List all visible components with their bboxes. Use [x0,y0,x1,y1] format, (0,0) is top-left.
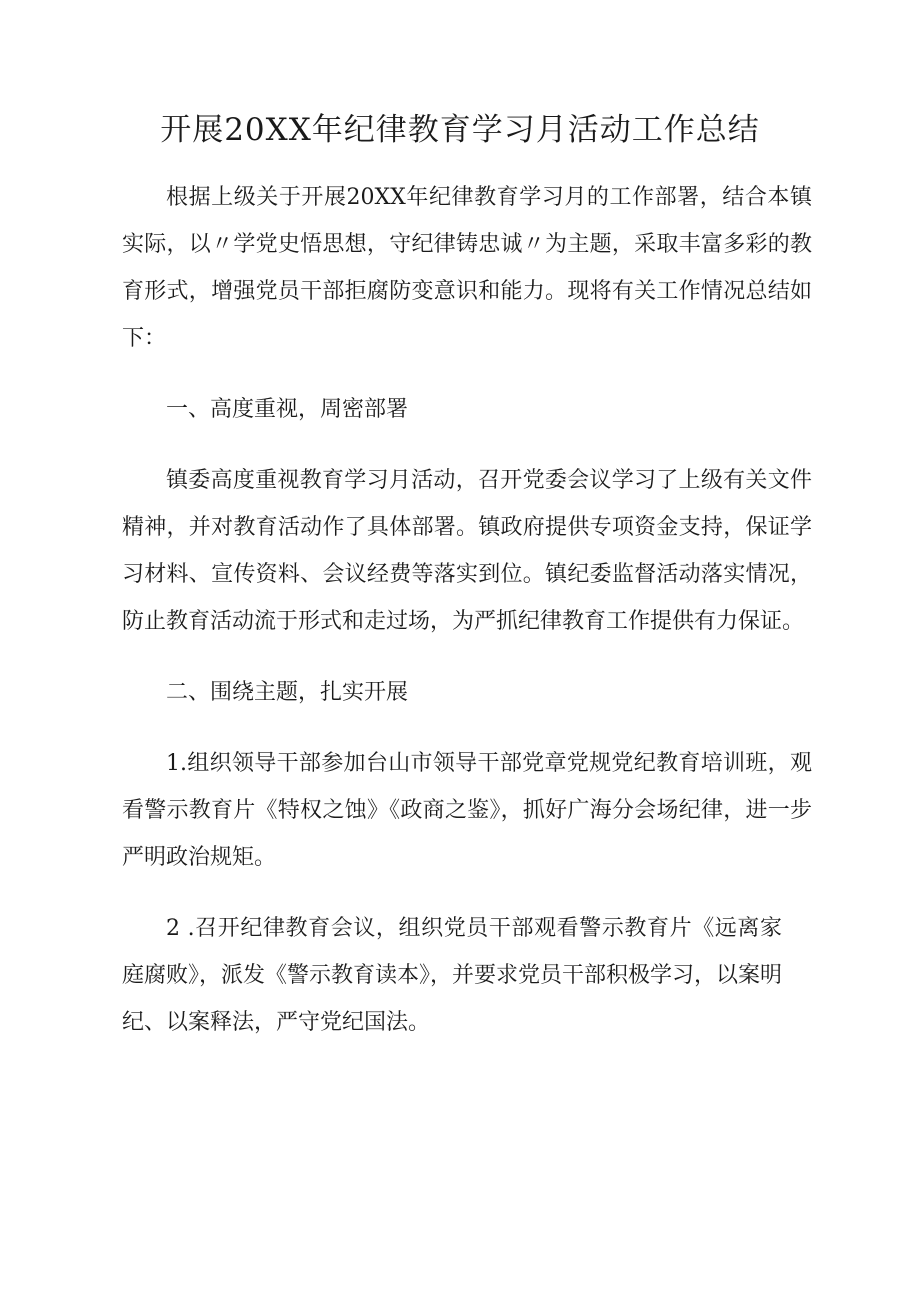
item-1-paragraph: 1.组织领导干部参加台山市领导干部党章党规党纪教育培训班，观看警示教育片《特权之蚀》《政商之鉴》，抓好广海分会场纪律，进一步严明政治规矩。 [122,751,812,870]
document-title: 开展20XX年纪律教育学习月活动工作总结 [160,112,760,148]
section-heading-2: 二、围绕主题，扎实开展 [166,680,409,705]
section-1-paragraph: 镇委高度重视教育学习月活动，召开党委会议学习了上级有关文件精神，并对教育活动作了具体部署。镇政府提供专项资金支持，保证学习材料、宣传资料、会议经费等落实到位。镇纪委监督活动落实情况，防止教育活动流于形式和走过场，为严抓纪律教育工作提供有力保证。 [122,468,812,634]
item-2-paragraph: 2 .召开纪律教育会议，组织党员干部观看警示教育片《远离家庭腐败》，派发《警示教育读本》，并要求党员干部积极学习，以案明纪、以案释法，严守党纪国法。 [122,916,783,1035]
intro-paragraph: 根据上级关于开展20XX年纪律教育学习月的工作部署，结合本镇实际，以〃学党史悟思想，守纪律铸忠诚〃为主题，采取丰富多彩的教育形式，增强党员干部拒腐防变意识和能力。现将有关工作情况总结如下： [122,185,812,351]
document-body [122,174,812,1046]
section-heading-1: 一、高度重视，周密部署 [166,397,409,422]
